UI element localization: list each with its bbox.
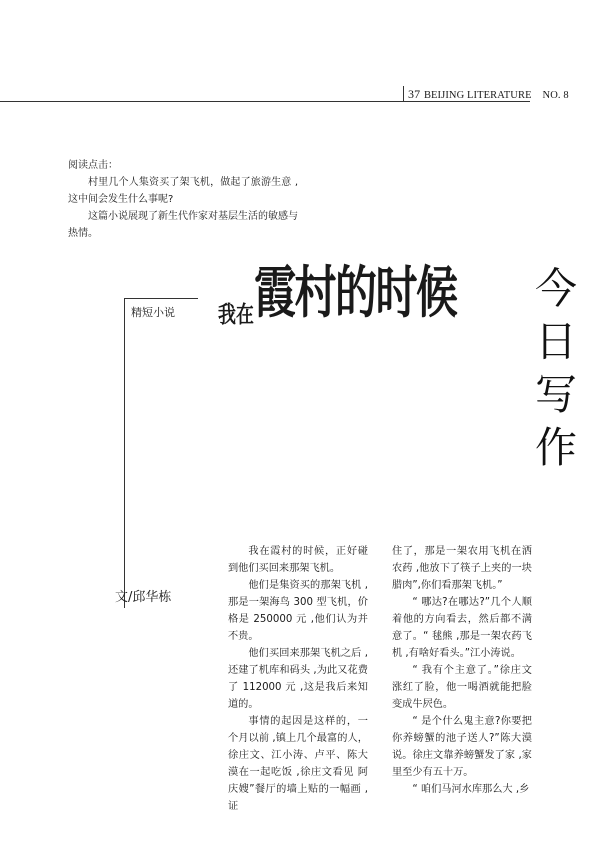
- author-byline: 文/邱华栋: [115, 590, 172, 605]
- body-paragraph: 事情的起因是这样的，一个月以前 ,镇上几个最富的人，徐庄文、江小涛、卢平、陈大漠在一起吃饭 ,徐庄文看见 阿庆嫂”餐厅的墙上贴的一幅画 ,证: [228, 716, 368, 812]
- section-title-char: 作: [534, 423, 577, 472]
- body-paragraph: “ 咱们马河水库那么大 ,乡: [412, 784, 530, 795]
- body-paragraph: “ 哪达?在哪达?”几个人顺着他的方向看去，然后都不满意了。“ 毬熊 ,那是一架农药飞机 ,有啥好看头。”江小涛说。: [392, 597, 532, 659]
- body-paragraph: “ 我有个主意了。”徐庄文涨红了脸，他一喝酒就能把脸变成牛屄色。: [392, 665, 532, 710]
- body-paragraph: 他们是集资买的那架飞机 ,那是一架海鸟 300 型飞机，价格是 250000 元 ,他们认为并不贵。: [228, 580, 368, 642]
- section-title-char: 日: [534, 317, 577, 366]
- section-title-char: 写: [534, 370, 577, 419]
- body-column-1: [228, 543, 368, 815]
- issue-number: NO. 8: [542, 90, 569, 101]
- column-bracket-top: [124, 298, 198, 299]
- journal-name: BEIJING LITERATURE: [423, 90, 532, 101]
- page-number: 37: [408, 87, 421, 101]
- body-paragraph: 他们买回来那架飞机之后 ,还建了机库和码头 ,为此又花费了 112000 元 ,这是我后来知道的。: [228, 648, 368, 710]
- intro-paragraph: 这篇小说展现了新生代作家对基层生活的敏感与热情。: [68, 211, 298, 239]
- reading-intro: [68, 157, 298, 242]
- title-prefix: 我在: [218, 302, 254, 328]
- intro-label: 阅读点击：: [68, 160, 118, 171]
- column-bracket-line: [124, 298, 125, 608]
- body-paragraph: 住了，那是一架农用飞机在洒农药 ,他放下了筷子上夹的一块腊肉”,你们看那架飞机。”: [392, 546, 532, 591]
- body-paragraph: “ 是个什么鬼主意?你要把你养螃蟹的池子送人?”陈大漠说。徐庄文靠养螃蟹发了家 ,家里至少有五十万。: [392, 716, 532, 778]
- running-header: [408, 87, 569, 102]
- column-name: 精短小说: [131, 306, 175, 319]
- intro-paragraph: 村里几个人集资买了架飞机，做起了旅游生意 ,这中间会发生什么事呢?: [68, 177, 298, 205]
- story-title: [218, 249, 524, 329]
- section-title: [528, 262, 584, 474]
- header-separator: [403, 86, 404, 101]
- section-title-char: 今: [534, 264, 577, 313]
- title-main: 霞村的时候: [254, 261, 457, 326]
- body-paragraph: 我在霞村的时候，正好碰到他们买回来那架飞机。: [228, 546, 368, 574]
- body-column-2: [392, 543, 532, 798]
